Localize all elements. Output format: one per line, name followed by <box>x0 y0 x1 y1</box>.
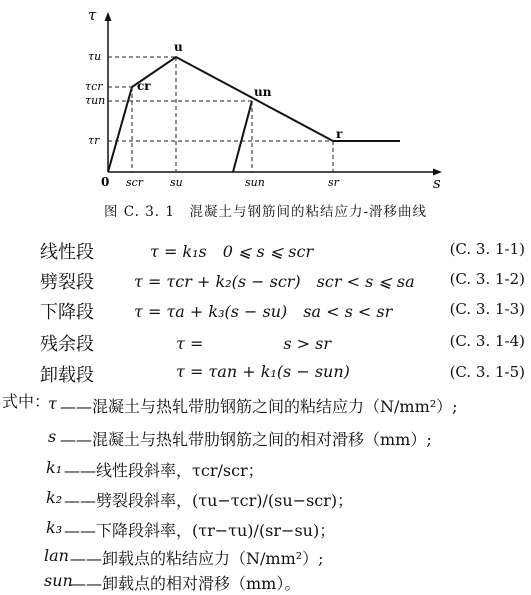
definition-row <box>0 546 531 570</box>
definition-row <box>0 488 531 512</box>
equation-row <box>0 298 531 324</box>
equation-number: (C. 3. 1-3) <box>449 300 525 318</box>
y-tick-tau-u: τu <box>88 50 102 63</box>
equation-name: 卸载段 <box>40 365 94 386</box>
definition-text: ——劈裂段斜率，(τu−τcr)/(su−scr)； <box>64 491 354 510</box>
equation-formula: τ = τcr + k₂(s − scr) scr < s ⩽ sa <box>134 272 415 291</box>
point-label-un: un <box>254 85 272 99</box>
y-tick-tau-un: τun <box>85 94 106 107</box>
definition-text: ——混凝土与热轧带肋钢筋之间的相对滑移（mm）; <box>60 430 432 449</box>
definition-symbol: k₃ <box>46 518 63 537</box>
y-axis-label: τ <box>88 6 97 24</box>
definition-row <box>0 394 531 418</box>
y-tick-tau-cr: τcr <box>85 80 103 93</box>
equation-formula: τ = s > sr <box>176 334 331 353</box>
equation-number: (C. 3. 1-2) <box>449 270 525 288</box>
equation-name: 残余段 <box>40 334 94 355</box>
point-label-u: u <box>174 40 183 54</box>
equation-formula: τ = τa + k₃(s − su) sa < s < sr <box>134 302 393 321</box>
equation-row <box>0 361 531 387</box>
definition-symbol: s <box>48 427 57 446</box>
equation-name: 劈裂段 <box>40 272 94 293</box>
definition-row <box>0 427 531 451</box>
x-tick-s-u: su <box>170 176 183 189</box>
figure-caption: 图 C. 3. 1 混凝土与钢筋间的粘结应力-滑移曲线 <box>103 204 428 220</box>
equation-number: (C. 3. 1-5) <box>449 363 525 381</box>
definitions-intro: 式中： <box>2 392 51 411</box>
definition-symbol: k₁ <box>46 458 63 477</box>
x-tick-s-r: sr <box>328 176 339 189</box>
origin-label: 0 <box>101 175 110 189</box>
point-label-r: r <box>336 127 343 141</box>
unloading-line <box>233 101 252 172</box>
definition-symbol: sun <box>44 571 73 590</box>
definition-row <box>0 518 531 542</box>
point-label-cr: cr <box>137 79 151 93</box>
equation-row <box>0 268 531 294</box>
definition-symbol: lan <box>44 546 69 565</box>
equation-row <box>0 238 531 264</box>
definition-text: ——混凝土与热轧带肋钢筋之间的粘结应力（N/mm²）; <box>60 397 458 416</box>
y-tick-tau-r: τr <box>88 134 100 147</box>
equation-row <box>0 330 531 356</box>
definition-row <box>0 458 531 482</box>
definition-text: ——卸载点的粘结应力（N/mm²）; <box>70 549 324 568</box>
definition-row <box>0 571 531 595</box>
equation-name: 线性段 <box>40 242 94 263</box>
definition-text: ——线性段斜率，τcr/scr； <box>64 461 264 480</box>
definition-text: ——卸载点的相对滑移（mm）。 <box>70 574 301 593</box>
x-tick-s-un: sun <box>245 176 265 189</box>
definition-symbol: k₂ <box>46 488 63 507</box>
equation-formula: τ = τan + k₁(s − sun) <box>176 362 350 381</box>
bond-slip-figure <box>0 0 531 200</box>
bond-slip-curve <box>108 57 400 172</box>
y-axis-arrow <box>105 12 112 21</box>
equation-number: (C. 3. 1-1) <box>449 240 525 258</box>
equation-formula: τ = k₁s 0 ⩽ s ⩽ scr <box>150 242 314 261</box>
equation-number: (C. 3. 1-4) <box>449 332 525 350</box>
x-tick-s-cr: scr <box>126 176 144 189</box>
x-axis-label: s <box>433 174 441 192</box>
equation-name: 下降段 <box>40 302 94 323</box>
definition-text: ——下降段斜率，(τr−τu)/(sr−su)； <box>64 521 336 540</box>
guide-lines <box>108 57 333 172</box>
definition-symbol: τ <box>48 394 57 413</box>
